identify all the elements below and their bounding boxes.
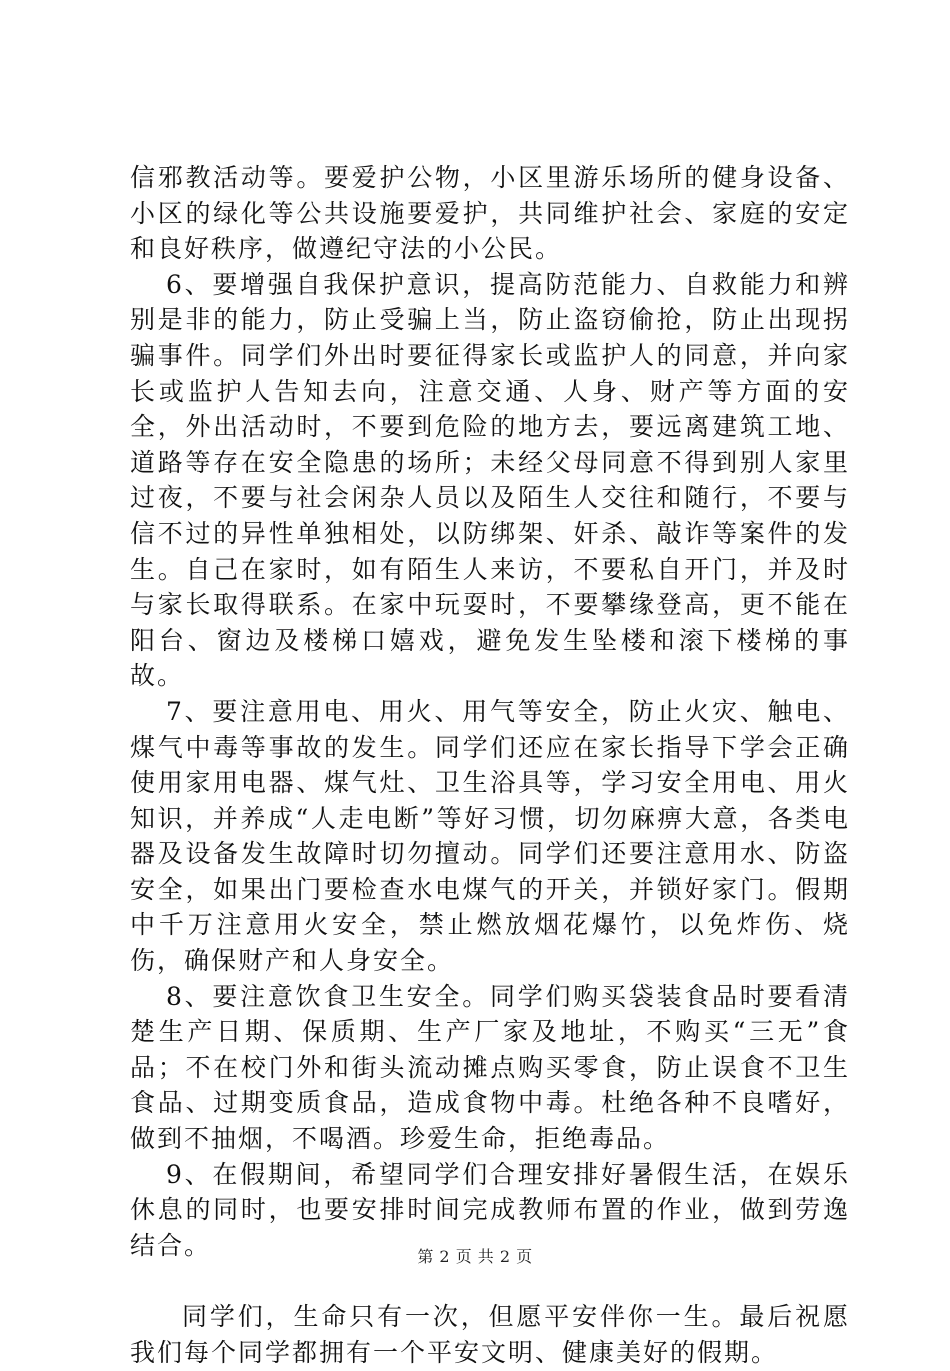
paragraph-item-9: 9、在假期间，希望同学们合理安排好暑假生活，在娱乐休息的同时，也要安排时间完成教师布置的作业，做到劳逸结合。 xyxy=(130,1159,850,1260)
paragraph-item-8: 8、要注意饮食卫生安全。同学们购买袋装食品时要看清楚生产日期、保质期、生产厂家及地址，不购买“三无”食品；不在校门外和街头流动摊点购买零食，防止误食不卫生食品、过期变质食品，造成食物中毒。杜绝各种不良嗜好，做到不抽烟，不喝酒。珍爱生命，拒绝毒品。 xyxy=(130,981,850,1154)
paragraph-item-6: 6、要增强自我保护意识，提高防范能力、自救能力和辨别是非的能力，防止受骗上当，防止盗窃偷抢，防止出现拐骗事件。同学们外出时要征得家长或监护人的同意，并向家长或监护人告知去向，注意交通、人身、财产等方面的安全，外出活动时，不要到危险的地方去，要远离建筑工地、道路等存在安全隐患的场所；未经父母同意不得到别人家里过夜，不要与社会闲杂人员以及陌生人交往和随行，不要与信不过的异性单独相处，以防绑架、奸杀、敲诈等案件的发生。自己在家时，如有陌生人来访，不要私自开门，并及时与家长取得联系。在家中玩耍时，不要攀缘登高，更不能在阳台、窗边及楼梯口嬉戏，避免发生坠楼和滚下楼梯的事故。 xyxy=(130,269,850,691)
page-number-footer: 第 2 页 共 2 页 xyxy=(417,1247,533,1266)
paragraph-continued: 信邪教活动等。要爱护公物，小区里游乐场所的健身设备、小区的绿化等公共设施要爱护，共同维护社会、家庭的安定和良好秩序，做遵纪守法的小公民。 xyxy=(130,163,850,264)
paragraph-item-7: 7、要注意用电、用火、用气等安全，防止火灾、触电、煤气中毒等事故的发生。同学们还应在家长指导下学会正确使用家用电器、煤气灶、卫生浴具等，学习安全用电、用火知识，并养成“人走电断”等好习惯，切勿麻痹大意，各类电器及设备发生故障时切勿擅动。同学们还要注意用水、防盗安全，如果出门要检查水电煤气的开关，并锁好家门。假期中千万注意用火安全，禁止燃放烟花爆竹，以免炸伤、烧伤，确保财产和人身安全。 xyxy=(130,696,850,976)
closing-paragraph: 同学们，生命只有一次，但愿平安伴你一生。最后祝愿我们每个同学都拥有一个平安文明、健康美好的假期。 xyxy=(130,1302,850,1367)
document-body xyxy=(130,160,850,1371)
